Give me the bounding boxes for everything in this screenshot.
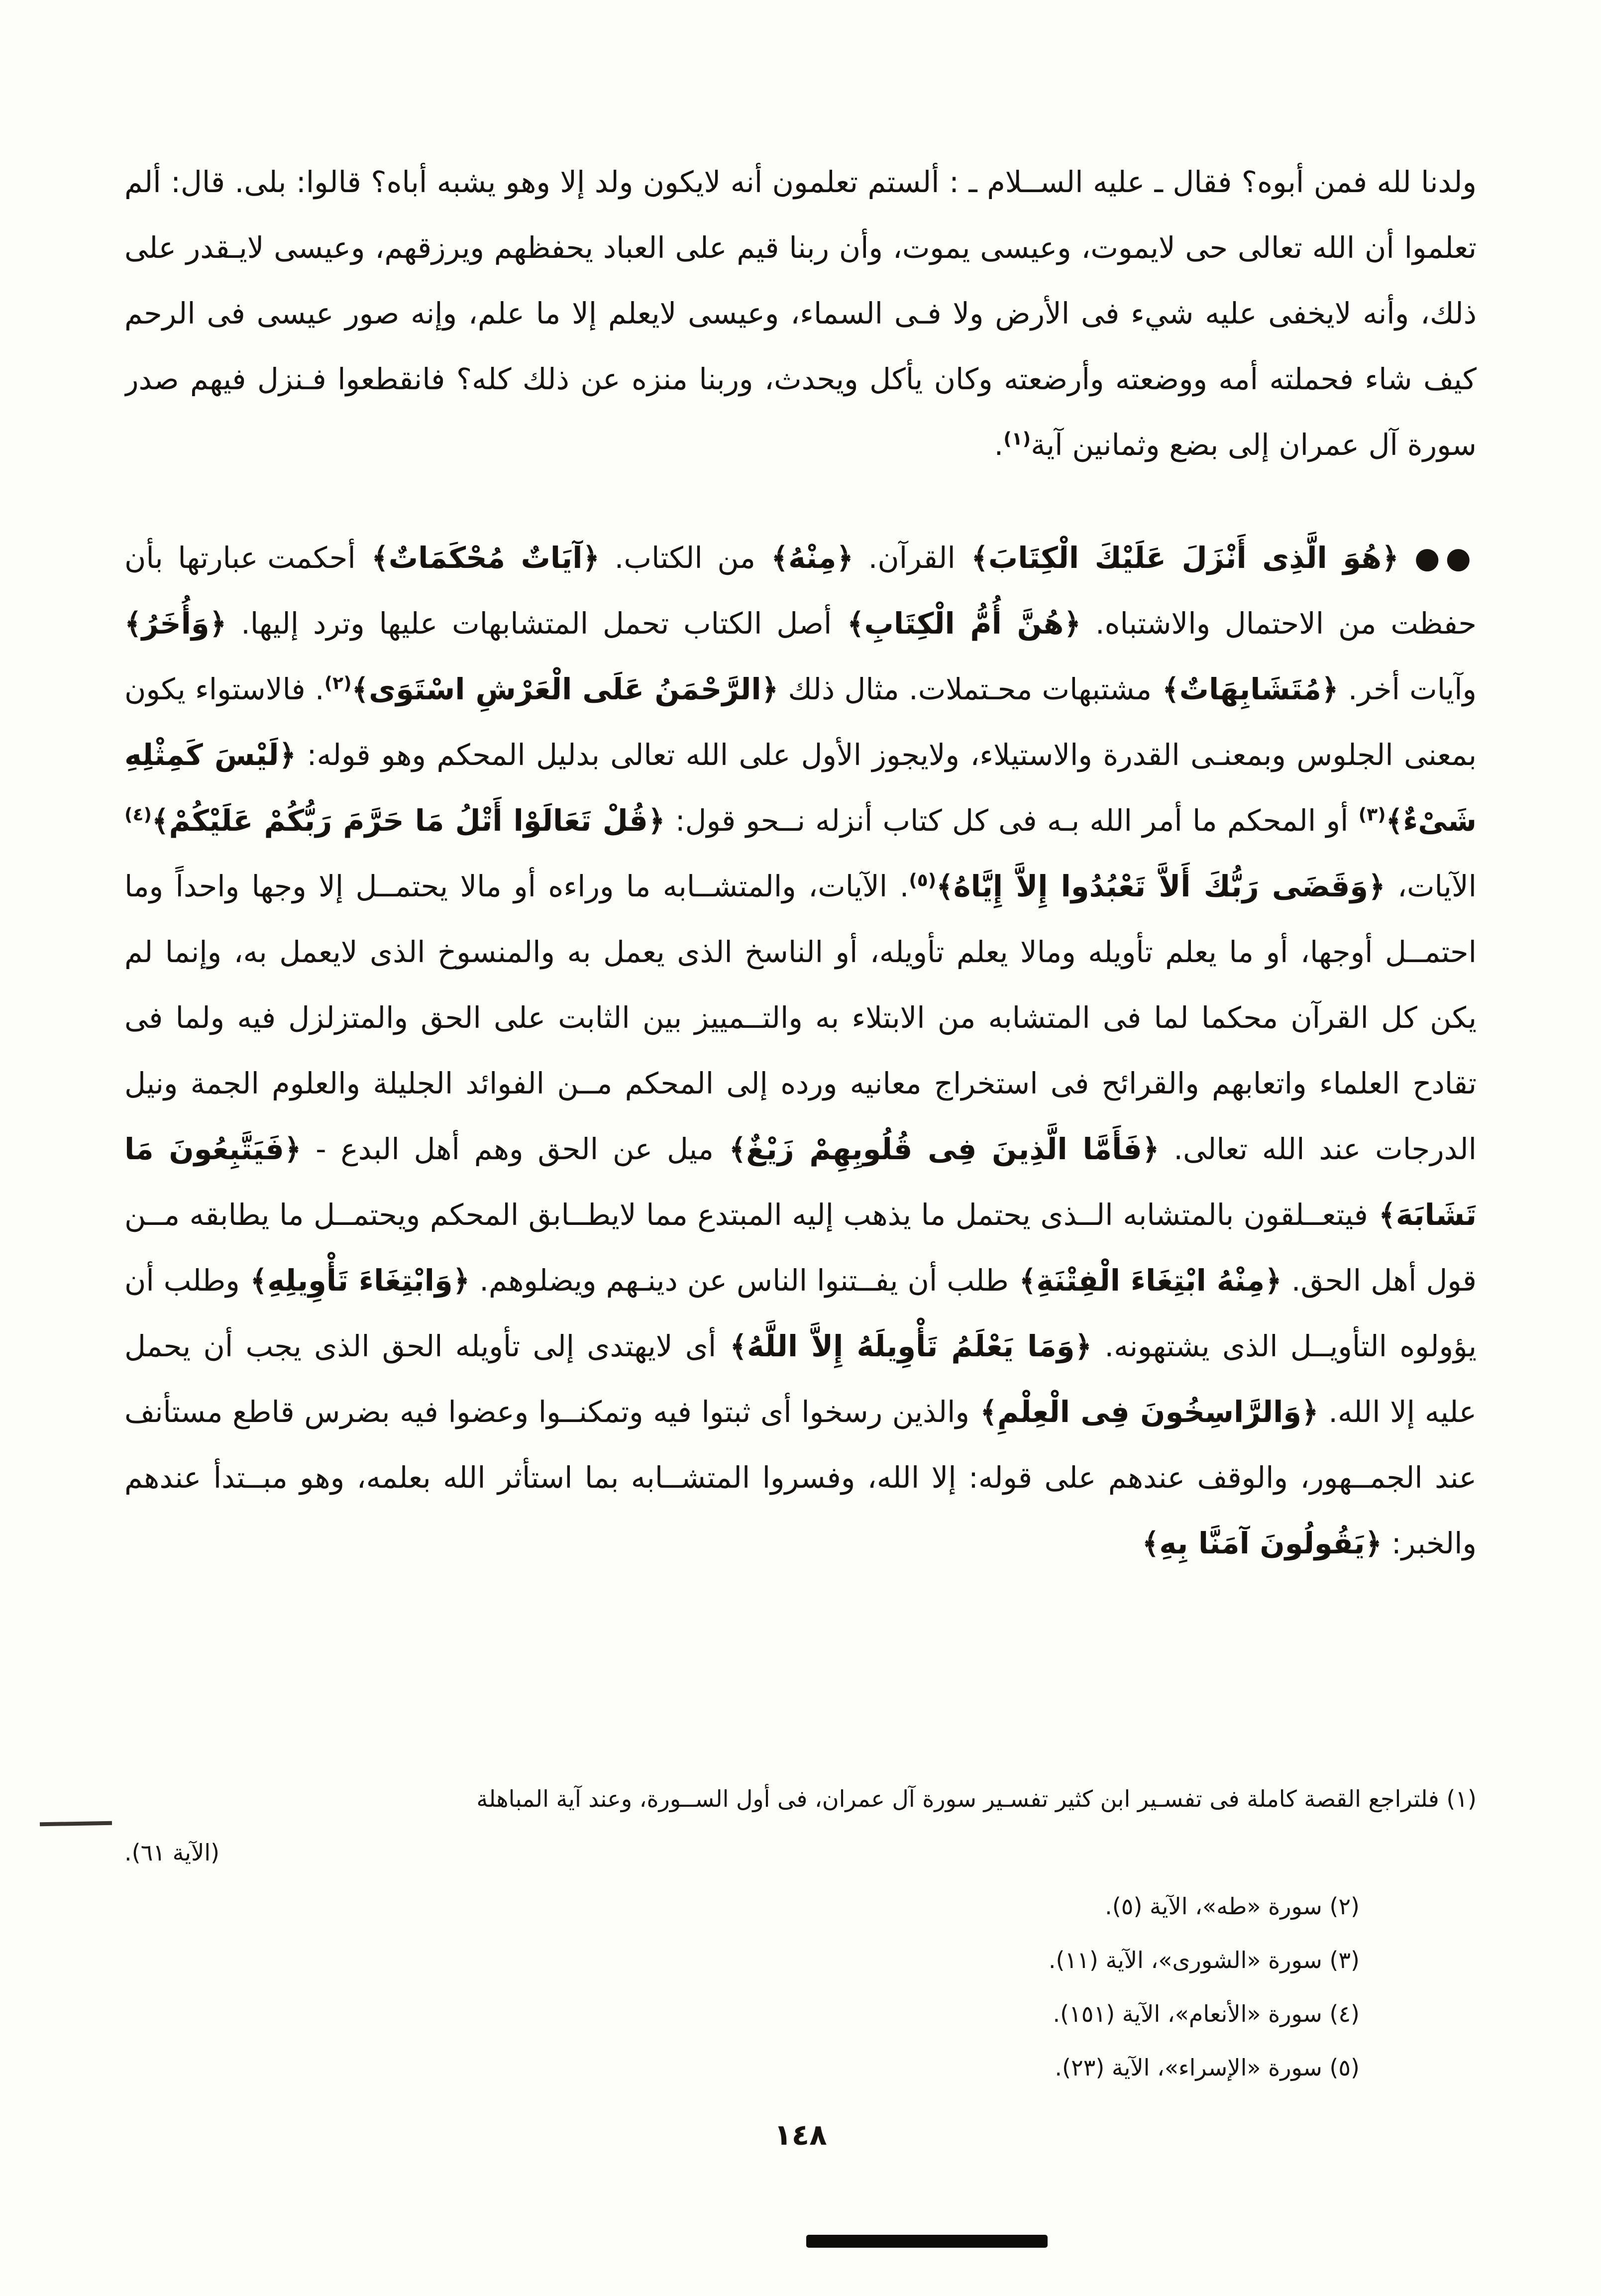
footnote-4: (٤) سورة «الأنعام»، الآية (١٥١). [1053, 2000, 1360, 2027]
paragraph-hadith-continuation: ولدنا لله فمن أبوه؟ فقال ـ عليه الســلام ـ : ألستم تعلمون أنه لايكون ولد إلا وهو يشبه أباه؟ قالوا: بلى. قال: ألم تعلموا أن الله تعالى حى لايموت، وعيسى يموت، وأن ربنا قيم على العباد يحفظهم ويرزقهم، وعيسى لايـقدر على ذلك، وأنه لايخفى عليه شيء فى الأرض ولا فـى السماء، وعيسى لايعلم إلا ما علم، وإنه صور عيسى فى الرحم كيف شاء فحملته أمه ووضعته وأرضعته وكان يأكل ويحدث، وربنا منزه عن ذلك كله؟ فانقطعوا فـنزل فيهم صدر سورة آل عمران إلى بضع وثمانين آية$^{(١)}$. [124, 165, 1477, 462]
footnote-2: (٢) سورة «طه»، الآية (٥). [1105, 1893, 1360, 1920]
footnote-1-line-2: (الآية ٦١). [124, 1839, 220, 1866]
footnotes-section [124, 1767, 1477, 2094]
page-number: ١٤٨ [774, 2118, 827, 2152]
main-text-block [124, 149, 1477, 1767]
scan-mark-bottom-bar [806, 2235, 1048, 2248]
footnote-5: (٥) سورة «الإسراء»، الآية (٢٣). [1055, 2054, 1360, 2081]
footnote-1-line-1: (١) فلتراجع القصة كاملة فى تفسـير ابن كثير تفسـير سورة آل عمران، فى أول الســورة، وعند آية المباهلة [476, 1785, 1477, 1812]
paragraph-tafsir: ●● ﴿هُوَ الَّذِى أَنْزَلَ عَلَيْكَ الْكِتَابَ﴾ القرآن. ﴿مِنْهُ﴾ من الكتاب. ﴿آيَاتٌ مُحْكَمَاتٌ﴾ أحكمت عبارتها بأن حفظت من الاحتمال والاشتباه. ﴿هُنَّ أُمُّ الْكِتَابِ﴾ أصل الكتاب تحمل المتشابهات عليها وترد إليها. ﴿وَأُخَرُ﴾ وآيات أخر. ﴿مُتَشَابِهَاتٌ﴾ مشتبهات محـتملات. مثال ذلك ﴿الرَّحْمَنُ عَلَى الْعَرْشِ اسْتَوَى﴾$^{(٢)}$. فالاستواء يكون بمعنى الجلوس وبمعنـى القدرة والاستيلاء، ولايجوز الأول على الله تعالى بدليل المحكم وهو قوله: ﴿لَيْسَ كَمِثْلِهِ شَىْءٌ﴾$^{(٣)}$ أو المحكم ما أمر الله بـه فى كل كتاب أنزله نــحو قول: ﴿قُلْ تَعَالَوْا أَتْلُ مَا حَرَّمَ رَبُّكُمْ عَلَيْكُمْ﴾$^{(٤)}$ الآيات، ﴿وَقَضَى رَبُّكَ أَلاَّ تَعْبُدُوا إِلاَّ إِيَّاهُ﴾$^{(٥)}$. الآيات، والمتشــابه ما وراءه أو مالا يحتمــل إلا وجها واحداً وما احتمــل أوجها، أو ما يعلم تأويله ومالا يعلم تأويله، أو الناسخ الذى يعمل به والمنسوخ الذى لايعمل به، وإنما لم يكن كل القرآن محكما لما فى المتشابه من الابتلاء به والتــمييز بين الثابت على الحق والمتزلزل فيه ولما فى تقادح العلماء واتعابهم والقرائح فى استخراج معانيه ورده إلى المحكم مــن الفوائد الجليلة والعلوم الجمة ونيل الدرجات عند الله تعالى. ﴿فَأَمَّا الَّذِينَ فِى قُلُوبِهِمْ زَيْغٌ﴾ ميل عن الحق وهم أهل البدع - ﴿فَيَتَّبِعُونَ مَا تَشَابَهَ﴾ فيتعــلقون بالمتشابه الــذى يحتمل ما يذهب إليه المبتدع مما لايطــابق المحكم ويحتمــل ما يطابقه مــن قول أهل الحق. ﴿مِنْهُ ابْتِغَاءَ الْفِتْنَةِ﴾ طلب أن يفــتنوا الناس عن دينـهم ويضلوهم. ﴿وَابْتِغَاءَ تَأْوِيلِهِ﴾ وطلب أن يؤولوه التأويــل الذى يشتهونه. ﴿وَمَا يَعْلَمُ تَأْوِيلَهُ إِلاَّ اللَّهُ﴾ أى لايهتدى إلى تأويله الحق الذى يجب أن يحمل عليه إلا الله. ﴿وَالرَّاسِخُونَ فِى الْعِلْمِ﴾ والذين رسخوا أى ثبتوا فيه وتمكنــوا وعضوا فيه بضرس قاطع مستأنف عند الجمــهور، والوقف عندهم على قوله: إلا الله، وفسروا المتشــابه بما استأثر الله بعلمه، وهو مبــتدأ عندهم والخبر: ﴿يَقُولُونَ آمَنَّا بِهِ﴾ [124, 541, 1477, 1560]
footnote-3: (٣) سورة «الشورى»، الآية (١١). [1048, 1947, 1360, 1973]
